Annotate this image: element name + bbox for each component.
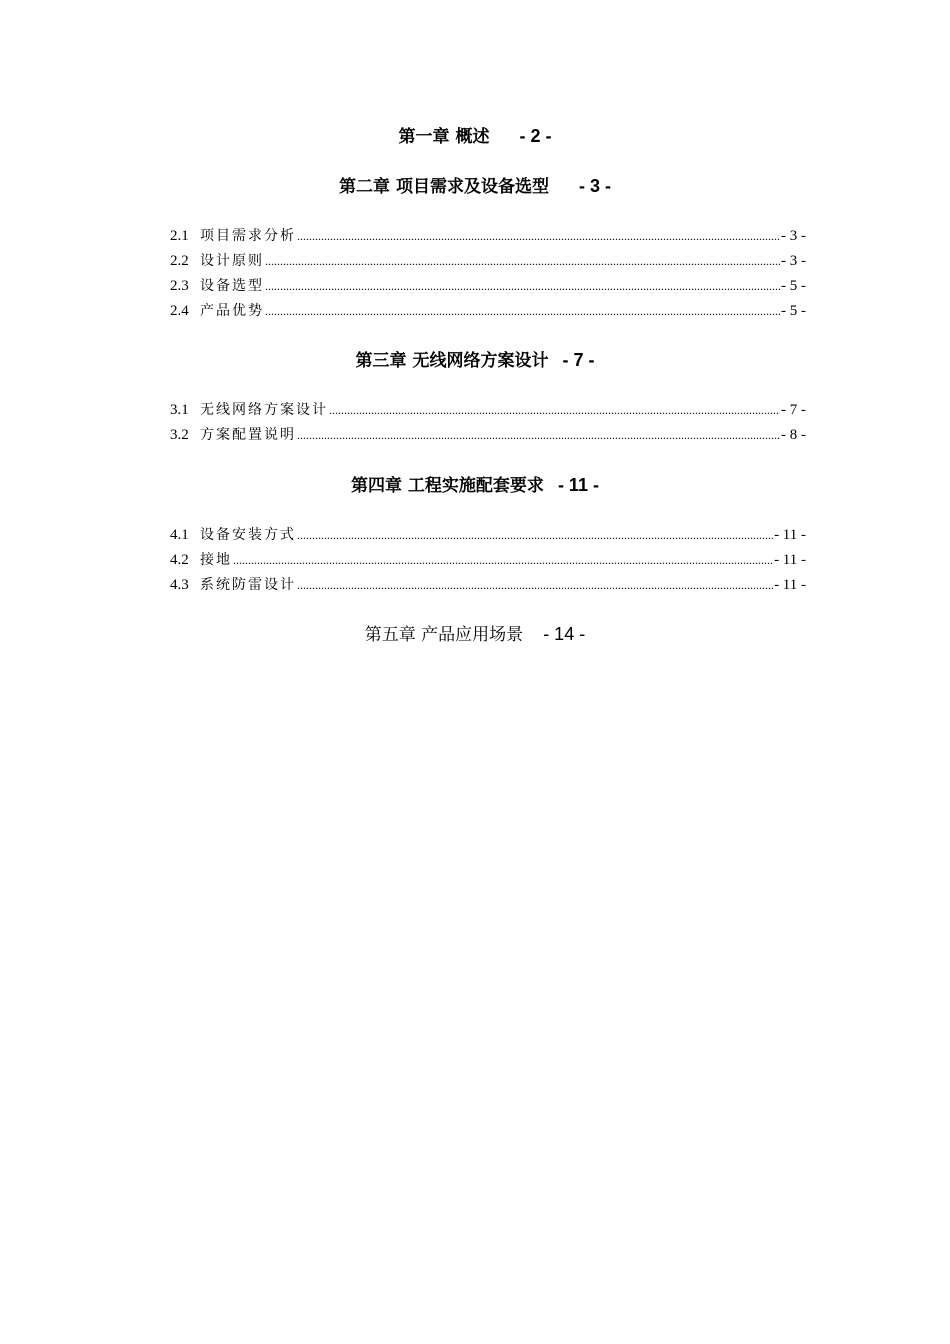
entry-number: 3.2 bbox=[170, 427, 189, 443]
dot-leader bbox=[297, 423, 780, 448]
entry-title: 产品优势 bbox=[200, 303, 264, 319]
dot-leader bbox=[265, 274, 780, 299]
entry-page-number: - 3 - bbox=[781, 228, 806, 244]
dot-leader bbox=[265, 299, 780, 324]
entry-page-number: - 7 - bbox=[781, 402, 806, 418]
entry-title: 设备选型 bbox=[200, 278, 264, 294]
entry-title: 方案配置说明 bbox=[200, 427, 296, 443]
toc-section-list-chapter-4 bbox=[170, 523, 806, 598]
entry-number: 2.4 bbox=[170, 303, 189, 319]
entry-title: 系统防雷设计 bbox=[200, 577, 296, 593]
entry-number: 4.3 bbox=[170, 577, 189, 593]
toc-section-list-chapter-2 bbox=[170, 224, 806, 324]
toc-entry[interactable] bbox=[170, 224, 806, 249]
toc-entry[interactable] bbox=[170, 573, 806, 598]
chapter-page-number: - 14 - bbox=[543, 624, 586, 644]
toc-section-list-chapter-3 bbox=[170, 398, 806, 448]
chapter-title: 第四章 工程实施配套要求 bbox=[351, 476, 544, 496]
toc-entry[interactable] bbox=[170, 548, 806, 573]
toc-chapter-5[interactable] bbox=[0, 622, 950, 647]
chapter-title: 第二章 项目需求及设备选型 bbox=[339, 177, 549, 197]
entry-page-number: - 8 - bbox=[781, 427, 806, 443]
entry-title: 设计原则 bbox=[200, 253, 264, 269]
entry-page-number: - 11 - bbox=[774, 577, 806, 593]
chapter-title: 第一章 概述 bbox=[398, 127, 490, 147]
toc-chapter-2[interactable] bbox=[0, 174, 950, 199]
chapter-title: 第五章 产品应用场景 bbox=[364, 625, 524, 645]
toc-chapter-3[interactable] bbox=[0, 348, 950, 373]
entry-title: 设备安装方式 bbox=[200, 527, 296, 543]
toc-chapter-1[interactable] bbox=[0, 124, 950, 149]
chapter-page-number: - 11 - bbox=[557, 475, 599, 495]
entry-number: 2.3 bbox=[170, 278, 189, 294]
entry-page-number: - 3 - bbox=[781, 253, 806, 269]
dot-leader bbox=[233, 548, 773, 573]
entry-title: 接地 bbox=[200, 552, 232, 568]
dot-leader bbox=[265, 249, 780, 274]
chapter-page-number: - 7 - bbox=[562, 350, 595, 370]
entry-number: 4.2 bbox=[170, 552, 189, 568]
entry-title: 无线网络方案设计 bbox=[200, 402, 328, 418]
entry-page-number: - 11 - bbox=[774, 527, 806, 543]
dot-leader bbox=[297, 573, 773, 598]
toc-entry[interactable] bbox=[170, 274, 806, 299]
entry-number: 4.1 bbox=[170, 527, 189, 543]
toc-entry[interactable] bbox=[170, 299, 806, 324]
chapter-title: 第三章 无线网络方案设计 bbox=[355, 351, 549, 371]
dot-leader bbox=[297, 224, 780, 249]
entry-page-number: - 5 - bbox=[781, 278, 806, 294]
entry-number: 3.1 bbox=[170, 402, 189, 418]
toc-chapter-4[interactable] bbox=[0, 473, 950, 498]
toc-entry[interactable] bbox=[170, 523, 806, 548]
entry-page-number: - 5 - bbox=[781, 303, 806, 319]
dot-leader bbox=[297, 523, 773, 548]
chapter-page-number: - 2 - bbox=[519, 126, 552, 146]
toc-entry[interactable] bbox=[170, 249, 806, 274]
entry-number: 2.1 bbox=[170, 228, 189, 244]
chapter-page-number: - 3 - bbox=[578, 176, 611, 196]
entry-title: 项目需求分析 bbox=[200, 228, 296, 244]
toc-entry[interactable] bbox=[170, 398, 806, 423]
toc-entry[interactable] bbox=[170, 423, 806, 448]
entry-page-number: - 11 - bbox=[774, 552, 806, 568]
dot-leader bbox=[329, 398, 780, 423]
entry-number: 2.2 bbox=[170, 253, 189, 269]
